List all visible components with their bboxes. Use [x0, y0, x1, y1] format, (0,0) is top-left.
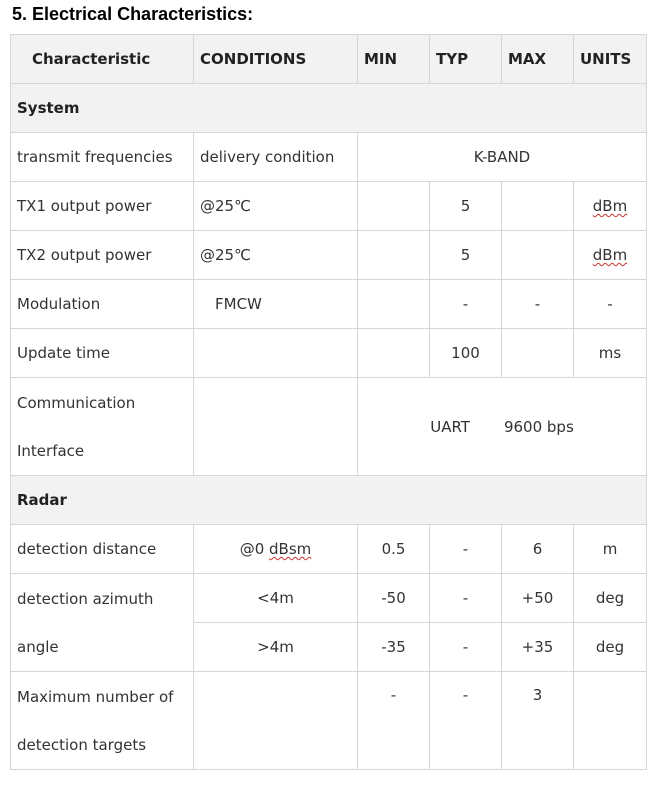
row-units: deg [574, 623, 647, 672]
row-typ: 5 [430, 182, 502, 231]
baud-rate: 9600 bps [503, 417, 574, 436]
row-typ: - [430, 672, 502, 770]
row-value [358, 378, 647, 476]
table-row [11, 378, 647, 476]
row-name-line2: detection targets [17, 735, 147, 754]
condition-unit: dBsm [269, 540, 312, 558]
row-min: -50 [358, 574, 430, 623]
header-units: UNITS [574, 35, 647, 84]
row-name-line2: Interface [17, 441, 85, 460]
section-title: 5. Electrical Characteristics: [12, 4, 254, 24]
table-row [11, 329, 647, 378]
row-name: detection distance [11, 525, 194, 574]
row-name-line1: Maximum number of [17, 687, 174, 706]
table-row [11, 525, 647, 574]
row-name: Update time [11, 329, 194, 378]
row-units: - [574, 280, 647, 329]
row-max: 3 [502, 672, 574, 770]
row-typ: - [430, 574, 502, 623]
row-min [358, 182, 430, 231]
row-min [358, 329, 430, 378]
row-units [574, 182, 647, 231]
row-min: 0.5 [358, 525, 430, 574]
row-name: TX1 output power [11, 182, 194, 231]
header-conditions: CONDITIONS [194, 35, 358, 84]
row-name: Modulation [11, 280, 194, 329]
table-row [11, 672, 647, 770]
table-row [11, 280, 647, 329]
row-condition: <4m [194, 574, 358, 623]
row-name-line2: angle [17, 637, 59, 656]
row-condition [194, 329, 358, 378]
section-row-radar [11, 476, 647, 525]
row-typ: - [430, 623, 502, 672]
row-name: TX2 output power [11, 231, 194, 280]
row-units [574, 231, 647, 280]
section-row-system [11, 84, 647, 133]
header-typ: TYP [430, 35, 502, 84]
row-units: deg [574, 574, 647, 623]
row-max [502, 231, 574, 280]
row-condition: >4m [194, 623, 358, 672]
row-min [358, 280, 430, 329]
table-row [11, 231, 647, 280]
table-row [11, 133, 647, 182]
row-units [574, 672, 647, 770]
unit-text: dBm [592, 197, 628, 215]
row-condition [194, 378, 358, 476]
row-condition: @25℃ [194, 182, 358, 231]
row-condition: FMCW [194, 280, 358, 329]
row-name-line1: Communication [17, 393, 136, 412]
row-min: - [358, 672, 430, 770]
row-max [502, 182, 574, 231]
row-units: ms [574, 329, 647, 378]
row-condition: @25℃ [194, 231, 358, 280]
row-min: -35 [358, 623, 430, 672]
row-condition [194, 672, 358, 770]
header-max: MAX [502, 35, 574, 84]
row-typ: 5 [430, 231, 502, 280]
row-name: transmit frequencies [11, 133, 194, 182]
header-row [11, 35, 647, 84]
table-row [11, 182, 647, 231]
interface-type: UART [430, 417, 470, 436]
row-name [11, 672, 194, 770]
row-typ: - [430, 525, 502, 574]
row-units: m [574, 525, 647, 574]
row-max: +35 [502, 623, 574, 672]
row-max: 6 [502, 525, 574, 574]
row-max: - [502, 280, 574, 329]
row-max [502, 329, 574, 378]
condition-prefix: @0 [239, 540, 270, 558]
section-label-system: System [11, 84, 647, 133]
unit-text: dBm [592, 246, 628, 264]
row-condition: delivery condition [194, 133, 358, 182]
row-name [11, 378, 194, 476]
row-name [11, 574, 194, 672]
row-value: K-BAND [358, 133, 647, 182]
section-label-radar: Radar [11, 476, 647, 525]
row-name-line1: detection azimuth [17, 589, 154, 608]
row-condition [194, 525, 358, 574]
header-characteristic: Characteristic [11, 35, 194, 84]
electrical-characteristics-table [10, 34, 647, 770]
table-row [11, 574, 647, 623]
row-typ: - [430, 280, 502, 329]
row-min [358, 231, 430, 280]
row-typ: 100 [430, 329, 502, 378]
header-min: MIN [358, 35, 430, 84]
row-max: +50 [502, 574, 574, 623]
